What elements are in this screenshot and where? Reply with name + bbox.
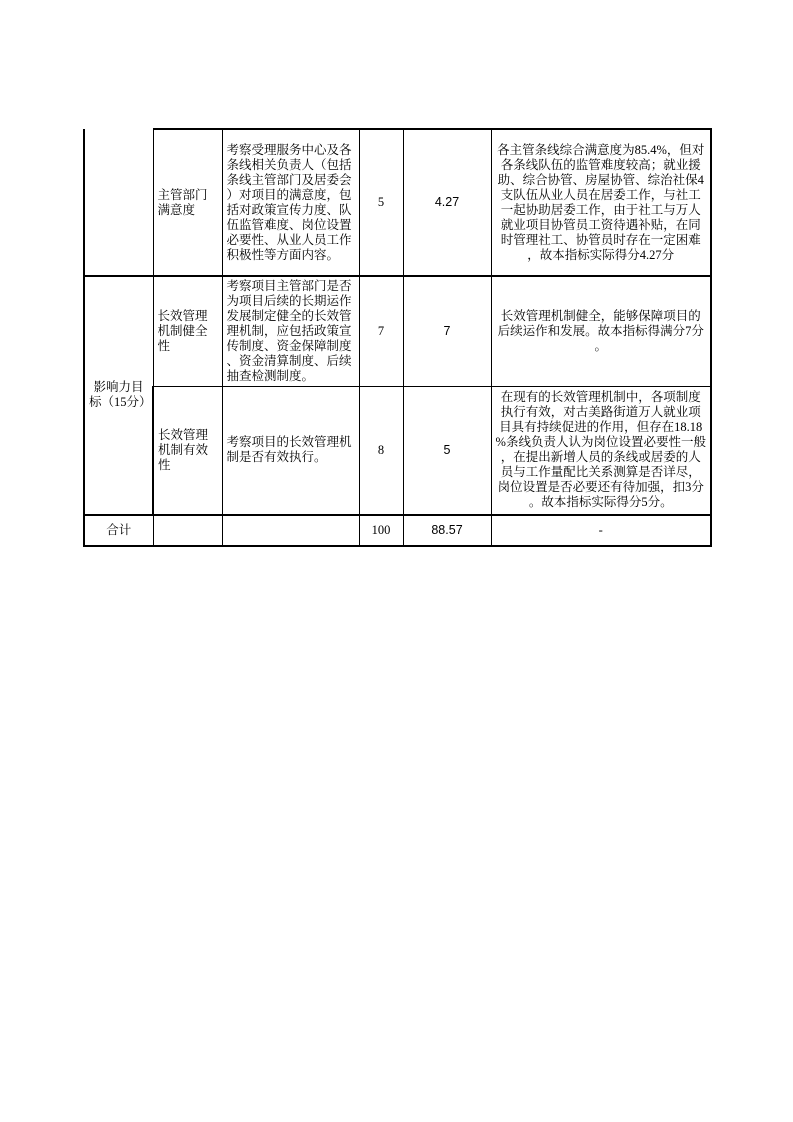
table-row-satisfaction bbox=[84, 129, 711, 276]
score-cell: 7 bbox=[403, 276, 491, 387]
category-cell-impact-goal: 影响力目标（15分） bbox=[84, 276, 153, 515]
total-score-cell: 88.57 bbox=[403, 515, 491, 546]
comment-cell: 各主管条线综合满意度为85.4%，但对各条线队伍的监管难度较高；就业援助、综合协管、房屋协管、综治社保4支队伍从业人员在居委工作，与社工一起协助居委工作，由于社工与万人就业项目协管员工资待遇补贴，在同时管理社工、协管员时存在一定困难，故本指标实际得分4.27分 bbox=[491, 129, 711, 276]
indicator-cell: 主管部门满意度 bbox=[153, 129, 222, 276]
description-cell: 考察受理服务中心及各条线相关负责人（包括条线主管部门及居委会）对项目的满意度，包括对政策宣传力度、队伍监管难度、岗位设置必要性、从业人员工作积极性等方面内容。 bbox=[222, 129, 359, 276]
total-indicator-cell-empty bbox=[153, 515, 222, 546]
weight-cell: 7 bbox=[359, 276, 403, 387]
comment-cell: 长效管理机制健全，能够保障项目的后续运作和发展。故本指标得满分7分。 bbox=[491, 276, 711, 387]
weight-cell: 5 bbox=[359, 129, 403, 276]
description-cell: 考察项目主管部门是否为项目后续的长期运作发展制定健全的长效管理机制，应包括政策宣传制度、资金保障制度、资金清算制度、后续抽查检测制度。 bbox=[222, 276, 359, 387]
total-comment-cell: - bbox=[491, 515, 711, 546]
total-description-cell-empty bbox=[222, 515, 359, 546]
evaluation-table bbox=[83, 128, 712, 547]
total-weight-cell: 100 bbox=[359, 515, 403, 546]
score-cell: 5 bbox=[403, 387, 491, 515]
category-cell-continued bbox=[84, 129, 153, 276]
table-row-total bbox=[84, 515, 711, 546]
weight-cell: 8 bbox=[359, 387, 403, 515]
score-cell: 4.27 bbox=[403, 129, 491, 276]
comment-cell: 在现有的长效管理机制中，各项制度执行有效，对古美路街道万人就业项目具有持续促进的作用，但存在18.18%条线负责人认为岗位设置必要性一般，在提出新增人员的条线或居委的人员与工作量配比关系测算是否详尽，岗位设置是否必要还有待加强，扣3分。故本指标实际得分5分。 bbox=[491, 387, 711, 515]
indicator-cell: 长效管理机制健全性 bbox=[153, 276, 222, 387]
total-label-cell: 合计 bbox=[84, 515, 153, 546]
table-row-mechanism-effectiveness bbox=[84, 387, 711, 515]
description-cell: 考察项目的长效管理机制是否有效执行。 bbox=[222, 387, 359, 515]
table-row-mechanism-soundness bbox=[84, 276, 711, 387]
indicator-cell: 长效管理机制有效性 bbox=[153, 387, 222, 515]
